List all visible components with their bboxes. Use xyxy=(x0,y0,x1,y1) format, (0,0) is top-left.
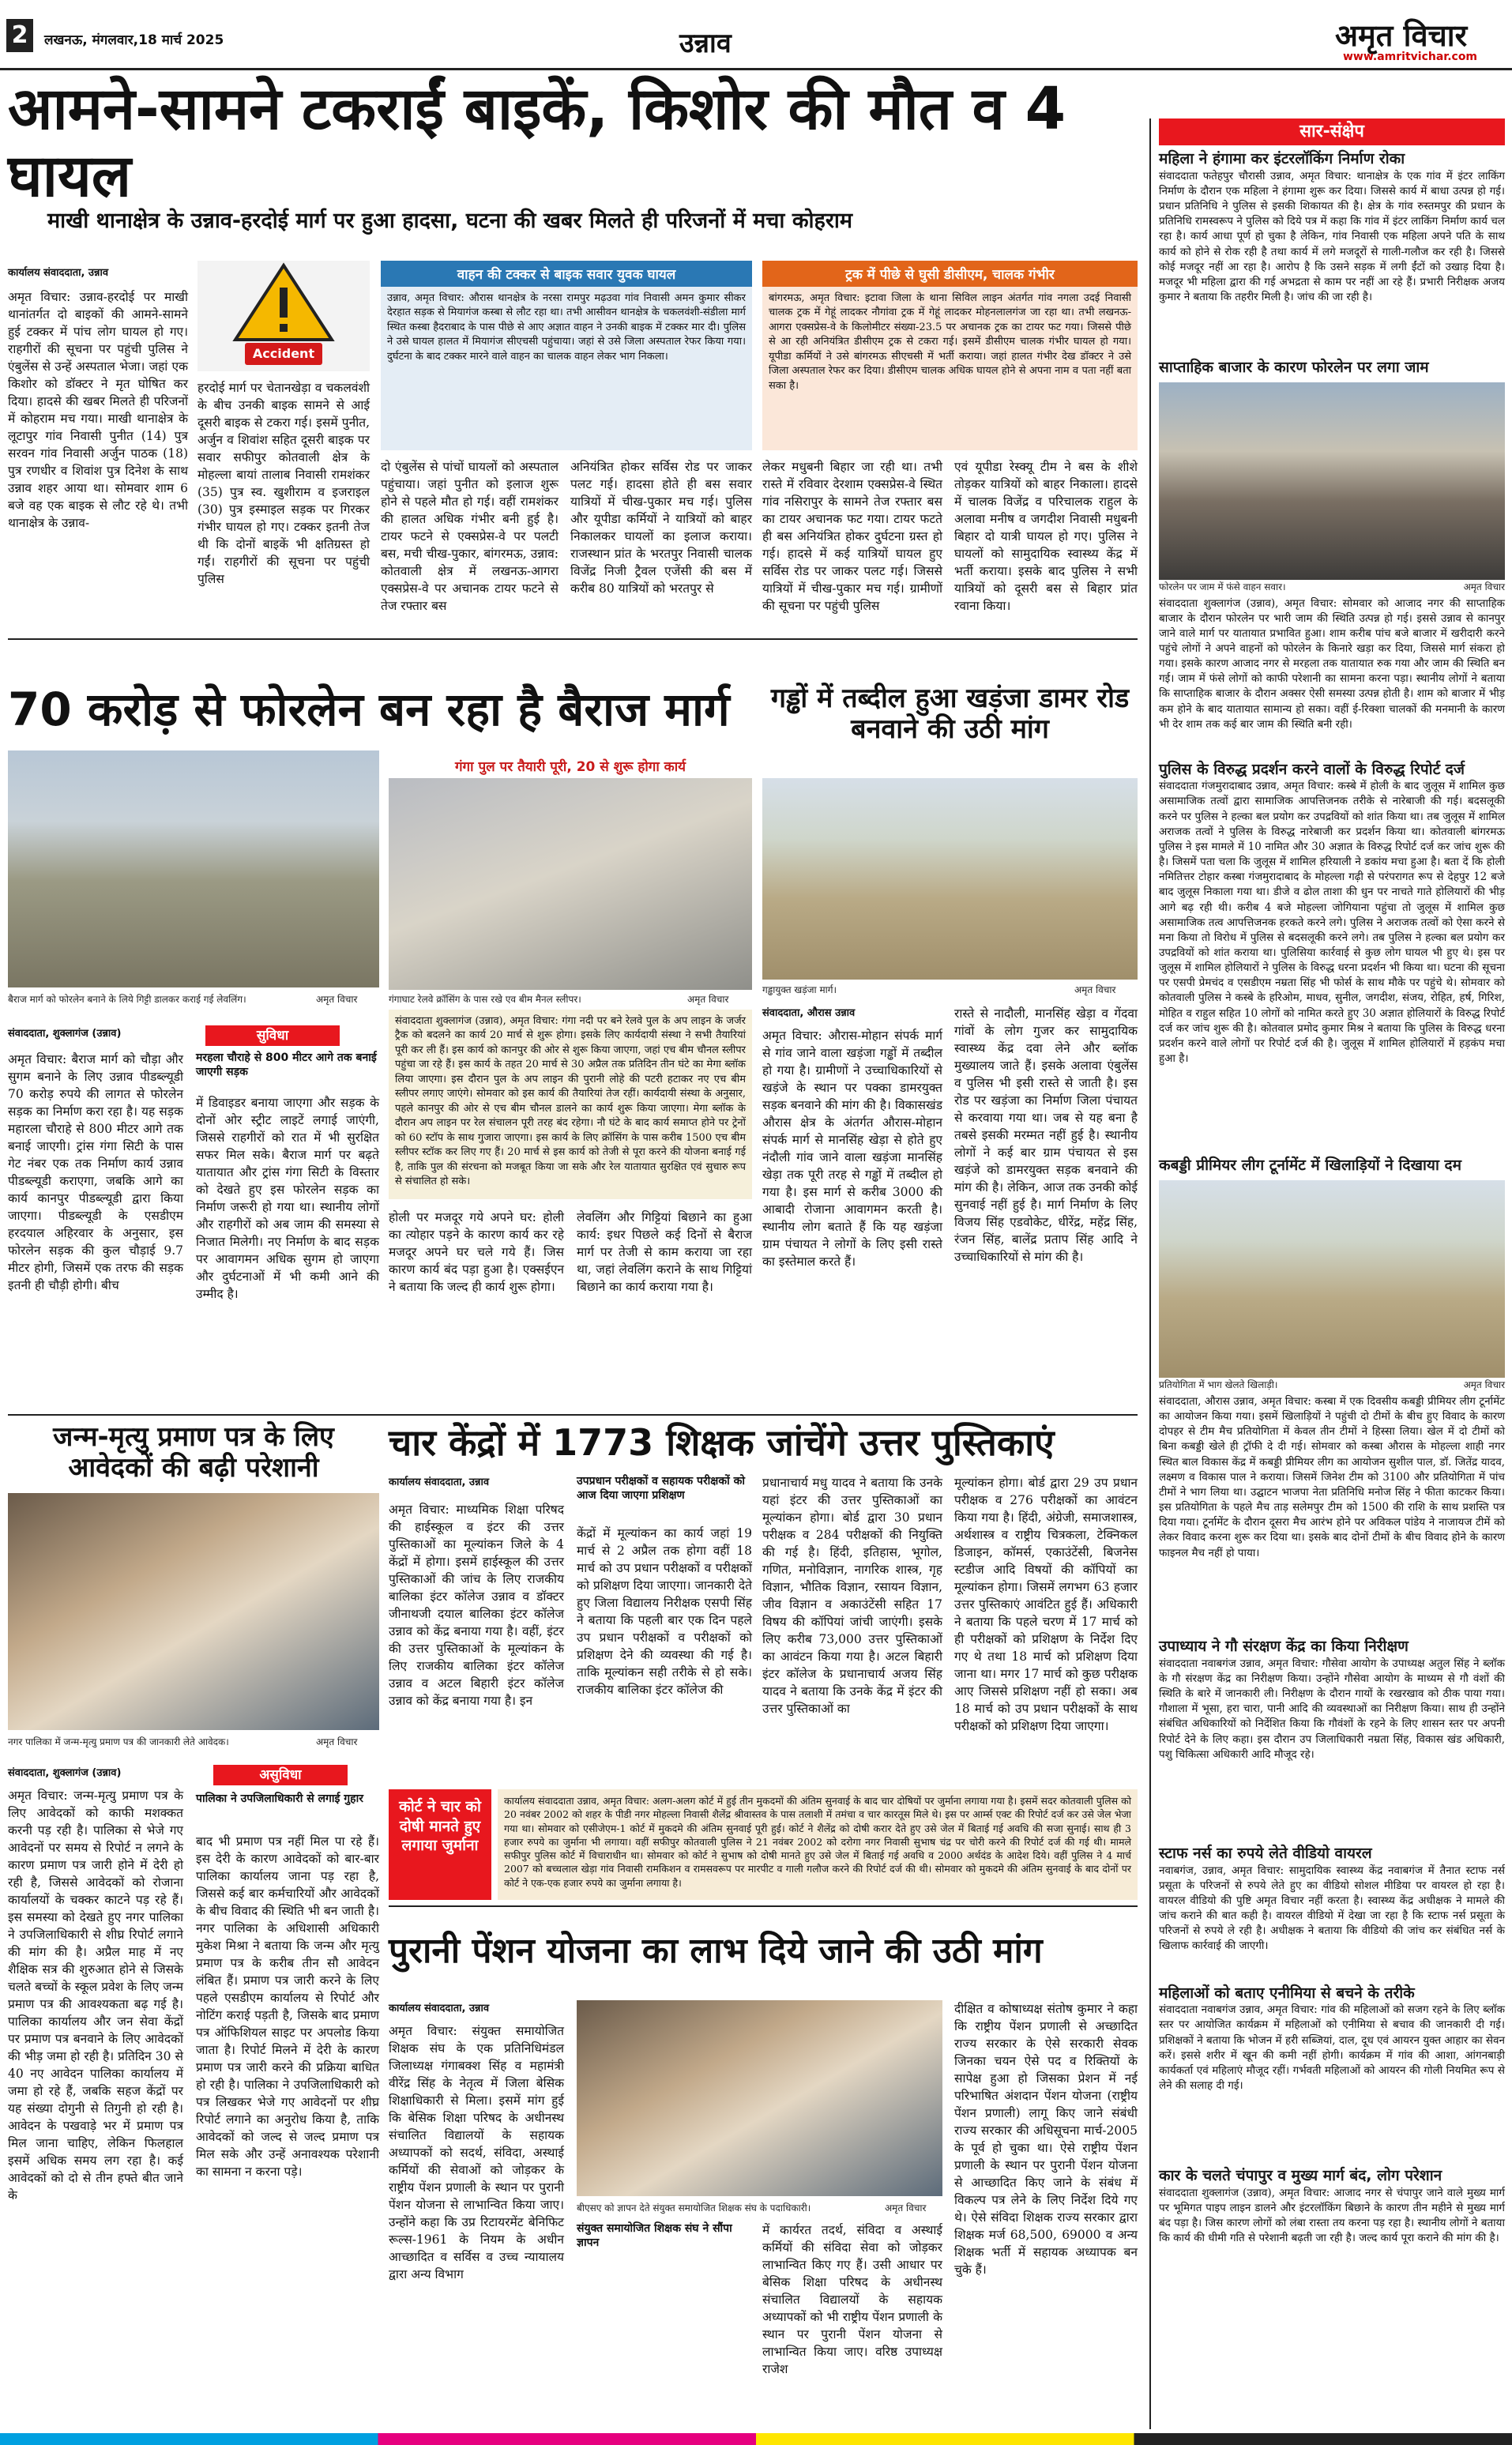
sidebar-caption: प्रतियोगिता में भाग खेलते खिलाड़ी। xyxy=(1159,1379,1278,1390)
sidebar-credit: अमृत विचार xyxy=(1463,581,1505,592)
sidebar-item-text: संवाददाता नवाबगंज उन्नाव, अमृत विचार: गांव की महिलाओं को सजग रहने के लिए ब्लॉक स्तर पर आयोजित कार्यक्रम में महिलाओं को एनीमिया से बचाव की जानकारी दी गई। प्रशिक्षकों ने बताया कि भोजन में हरी सब्जियां, दाल, दूध एवं आयरन युक्त आहार का सेवन करें। इससे शरीर में खून की कमी नहीं होगी। कार्यक्रम में गांव की आशा, आंगनबाड़ी कार्यकर्ता एवं महिलाएं मौजूद रहीं। गर्भवती महिलाओं को आयरन की गोली नियमित रूप से लेने की सलाह दी गई। xyxy=(1159,2003,1505,2093)
site-url: www.amritvichar.com xyxy=(1343,51,1478,63)
lead-deck: माखी थानाक्षेत्र के उन्नाव-हरदोई मार्ग पर हुआ हादसा, घटना की खबर मिलते ही परिजनों में मचा कोहराम xyxy=(47,209,853,233)
accident-graphic xyxy=(197,261,370,371)
court-text: कार्यालय संवाददाता उन्नाव, अमृत विचार: अलग-अलग कोर्ट में हुई तीन मुकदमों की अंतिम सुनवाई के बाद चार दोषियों पर जुर्माना लगाया गया है। इसमें सदर कोतवाली पुलिस को 20 नवंबर 2002 को शहर के पीडी नगर मोहल्ला निवासी शैलेंद्र श्रीवास्तव के पास तलाशी में तमंचा व चार कारतूस मिले थे। इस पर आर्म्स एक्ट की रिपोर्ट दर्ज कर उसे जेल भेजा गया था। सोमवार को एसीजेएम-1 कोर्ट में मुकदमे की अंतिम सुनवाई पूरी हुई। कोर्ट ने शैलेंद्र को दोषी करार देते हुए उसे जेल में बिताई गई अवधि की सजा सुनाई। साथ ही 3 हजार रुपये का जुर्माना भी लगाया। वहीं सफीपुर कोतवाली पुलिस ने 21 नवंबर 2002 को दरोगा नगर निवासी सुभाष चंद्र पर चोरी करने की रिपोर्ट दर्ज की गई थी। मामले सफीपुर पुलिस कोर्ट में विचाराधीन था। सोमवार को कोर्ट ने सुभाष को दोषी मानते हुए उसे जेल में बिताई गई अवधि व 2000 अर्थदंड के आदेश दिये। वहीं पुलिस ने 4 मार्च 2007 को बच्चलाल खेड़ा गांव निवासी रामकिशन व रामसवरूप पर मारपीट व गाली गलौज करने की रिपोर्ट दर्ज की थी। सोमवार को मुकदमे की अंतिम सुनवाई के बाद दोनों पर कोर्ट ने एक-एक हजार रुपये का जुर्माना लगाया है। xyxy=(504,1795,1131,1889)
barrage-byline: संवाददाता, शुक्लागंज (उन्नाव) xyxy=(8,1028,122,1040)
pension-photo xyxy=(577,2000,942,2196)
lead-col-1: अमृत विचार: उन्नाव-हरदोई पर माखी थानांतर्गत दो बाइकों की आमने-सामने हुई टक्कर में पांच लोग घायल हो गए। राहगीरों की सूचना पर पहुंची पुलिस ने एंबुलेंस से उन्हें अस्पताल भेजा। जहां एक किशोर को डॉक्टर ने मृत घोषित कर दिया। हादसे की खबर मिलते ही परिजनों में कोहराम मच गया। माखी थानाक्षेत्र के लूटापुर गांव निवासी पुनीत (14) पुत्र सरवन गांव निवासी अर्जुन पाठक (18) पुत्र रणधीर व शिवांश पुत्र दिनेश के साथ उन्नाव शहर आया था। सोमवार शाम 6 बजे वह एक बाइक से लौट रहे थे। तभी थानाक्षेत्र के उन्नाव- xyxy=(8,290,188,530)
exam-byline: कार्यालय संवाददाता, उन्नाव xyxy=(389,1476,490,1488)
barrage-col-1: अमृत विचार: बैराज मार्ग को चौड़ा और सुगम बनाने के लिए उन्नाव पीडब्ल्यूडी 70 करोड़ रुपये की लागत से फोरलेन सड़क का निर्माण करा रहा है। यह सड़क महारला चौराहे से 800 मीटर आगे तक बनाई जाएगी। ट्रांस गंगा सिटी के पास गेट नंबर एक तक निर्माण कार्य उन्नाव पीडब्ल्यूडी कराएगा, जबकि आगे का कार्य कानपुर पीडब्ल्यूडी द्वारा किया जाएगा। पीडब्ल्यूडी के एसडीएम हरदयाल अहिरवार के अनुसार, इस फोरलेन सड़क की कुल चौड़ाई 9.7 मीटर होगी, जिसमें एक तरफ की सड़क इतनी ही चौड़ी होगी। बीच xyxy=(8,1052,183,1292)
date-line: लखनऊ, मंगलवार,18 मार्च 2025 xyxy=(44,32,224,48)
page-number: 2 xyxy=(6,19,33,52)
sidebar-photo-kabaddi xyxy=(1159,1180,1505,1378)
suvidha-point: मरहला चौराहे से 800 मीटर आगे तक बनाई जाएगी सड़क xyxy=(196,1051,377,1079)
holi-text: होली पर मजदूर गये अपने घर: होली का त्योहार पड़ने के कारण कार्य कर रहे मजदूर अपने घर चले गये हैं। जिस कारण कार्य बंद पड़ा हुआ है। एक्सईएन ने बताया कि जल्द ही कार्य शुरू होगा। xyxy=(389,1210,564,1294)
pension-credit: अमृत विचार xyxy=(885,2202,927,2214)
potholes-headline: गड्ढों में तब्दील हुआ खड़ंजा डामर रोड बनवाने की उठी मांग xyxy=(770,683,1130,746)
barrage-photo-caption: बैराज मार्ग को फोरलेन बनाने के लिये गिट्टी डालकर कराई गई लेवलिंग। xyxy=(8,994,246,1005)
certificate-photo xyxy=(8,1493,379,1730)
accident-label: Accident xyxy=(252,346,315,361)
sidebar-item-head: महिला ने हंगामा कर इंटरलॉकिंग निर्माण रोका xyxy=(1159,150,1405,167)
potholes-caption: गड्ढायुक्त खड़ंजा मार्ग। xyxy=(762,984,837,995)
section-title: उन्नाव xyxy=(679,28,732,59)
pension-col-3: दीक्षित व कोषाध्यक्ष संतोष कुमार ने कहा कि राष्ट्रीय पेंशन प्रणाली से अच्छादित राज्य सरकार के ऐसे सरकारी सेवक जिनका चयन ऐसे पद व रिक्तियों के सापेक्ष हुआ हो जिसका प्रेशन में नई परिभाषित अंशदान पेंशन योजना (राष्ट्रीय पेंशन प्रणाली) लागू किए जाने संबंधी राज्य सरकार की अधिसूचना मार्च-2005 के पूर्व हो चुका था। ऐसे राष्ट्रीय पेंशन प्रणाली के स्थान पर पुरानी पेंशन योजना से आच्छादित किए जाने के संबंध में विकल्प पत्र लेने के लिए निर्देश दिये गए थे। ऐसे संविदा शिक्षक राज्य सरकार द्वारा शिक्षक मर्ज 68,500, 69000 व अन्य शिक्षक भर्ती में सहायक अध्यापक बन चुके हैं। xyxy=(954,2002,1138,2277)
sidebar-item-head: साप्ताहिक बाजार के कारण फोरलेन पर लगा जाम xyxy=(1159,358,1429,376)
sidebar-item xyxy=(1159,1157,1505,1631)
sidebar-item xyxy=(1159,359,1505,754)
potholes-credit: अमृत विचार xyxy=(1074,984,1116,995)
lead-headline: आमने-सामने टकराईं बाइकें, किशोर की मौत व 4 घायल xyxy=(8,75,1066,211)
exam-col-3: प्रधानाचार्य मधु यादव ने बताया कि उनके यहां इंटर की उत्तर पुस्तिकाओं का मूल्यांकन होगा। बोर्ड द्वारा 30 प्रधान परीक्षक व 284 परीक्षकों की नियुक्ति की गई है। हिंदी, इतिहास, भूगोल, गणित, मनोविज्ञान, नागरिक शास्त्र, गृह विज्ञान, भौतिक विज्ञान, रसायन विज्ञान, जीव विज्ञान व अकाउंटेंसी सहित 17 विषय की कॉपियां जांची जाएंगी। इसके लिए करीब 73,000 उत्तर पुस्तिकाओं का आवंटन किया गया है। अटल बिहारी इंटर कॉलेज के प्रधानाचार्य अजय सिंह यादव ने बताया कि उनके केंद्र में इंटर की उत्तर पुस्तिकाओं का xyxy=(762,1476,942,1716)
barrage-credit: अमृत विचार xyxy=(316,994,358,1005)
sidebar-caption: फोरलेन पर जाम में फंसे वाहन सवार। xyxy=(1159,581,1286,592)
box1-title: वाहन की टक्कर से बाइक सवार युवक घायल xyxy=(381,261,752,287)
pension-headline: पुरानी पेंशन योजना का लाभ दिये जाने की उठी मांग xyxy=(389,1931,1043,1971)
barrage-headline: 70 करोड़ से फोरलेन बन रहा है बैराज मार्ग xyxy=(8,683,730,736)
sidebar-item-head: स्टाफ नर्स का रुपये लेते वीडियो वायरल xyxy=(1159,1844,1372,1862)
divider xyxy=(8,638,1138,640)
asuvidha-point: पालिका ने उपजिलाधिकारी से लगाई गुहार xyxy=(196,1792,363,1805)
caption-row xyxy=(1159,1378,1505,1391)
header-rule xyxy=(0,68,1512,70)
masthead xyxy=(0,0,1512,68)
sidebar xyxy=(1149,118,1505,2429)
certificate-byline: संवाददाता, शुक्लागंज (उन्नाव) xyxy=(8,1767,122,1779)
sidebar-item-head: कार के चलते चंपापुर व मुख्य मार्ग बंद, लोग परेशान xyxy=(1159,2167,1442,2185)
divider xyxy=(8,1414,1138,1416)
lead-byline: कार्यालय संवाददाता, उन्नाव xyxy=(8,267,109,279)
barrage-col-2: में डिवाइडर बनाया जाएगा और सड़क के दोनों ओर स्ट्रीट लाइटें लगाई जाएंगी, जिससे राहगीरों को रात में भी सुरक्षित सफर मिल सके। बैराज मार्ग पर बढ़ते यातायात और ट्रांस गंगा सिटी के विस्तार को देखते हुए इस फोरलेन सड़क का निर्माण जरूरी हो गया था। स्थानीय लोगों और राहगीरों को अब जाम की समस्या से निजात मिलेगी। नए निर्माण के बाद सड़क पर आवागमन अधिक सुगम हो जाएगा और दुर्घटनाओं में भी कमी आने की उम्मीद है। xyxy=(196,1096,379,1301)
sidebar-item xyxy=(1159,1984,1505,2161)
sidebar-photo-traffic xyxy=(1159,382,1505,580)
sidebar-title: सार-संक्षेप xyxy=(1159,118,1505,145)
potholes-byline: संवाददाता, औरास उन्नाव xyxy=(762,1007,856,1019)
pension-caption: बीएसए को ज्ञापन देते संयुक्त समायोजित शिक्षक संघ के पदाधिकारी। xyxy=(577,2202,811,2214)
certificate-credit: अमृत विचार xyxy=(316,1736,358,1747)
court-label: कोर्ट ने चार को दोषी मानते हुए लगाया जुर्माना xyxy=(389,1789,491,1900)
sidebar-item-text: नवाबगंज, उन्नाव, अमृत विचार: सामुदायिक स्वास्थ्य केंद्र नवाबगंज में तैनात स्टाफ नर्स प्रसूता के परिजनों से रुपये लेते हुए का वीडियो सोशल मीडिया पर वायरल हो रहा है। वायरल वीडियो की पुष्टि अमृत विचार नहीं करता है। स्वास्थ्य केंद्र अधीक्षक ने मामले की जांच कराने की बात कही है। वायरल वीडियो में देखा जा रहा है कि स्टाफ नर्स प्रसूता के परिजनों से रुपये ले रही है। अधीक्षक ने बताया कि वीडियो की जांच कर संबंधित नर्स के खिलाफ कार्रवाई की जाएगी। xyxy=(1159,1864,1505,1953)
sidebar-item-text: संवाददाता, औरास उन्नाव, अमृत विचार: कस्बा में एक दिवसीय कबड्डी प्रीमियर लीग टूर्नामेंट का आयोजन किया गया। इसमें खिलाड़ियों ने पहुंची दो टीमों के बीच हुए विवाद के कारण दोपहर से टीम मैच प्रतियोगिता में केवल तीन टीमों ने हिस्सा लिया। खेल में दो टीमों को बिना कबड्डी खेले ही ट्रॉफी दे दी गई। सोमवार को कस्बा औरास के मोहल्ला शाही नगर स्थित बाल विकास केंद्र में कबड्डी प्रीमियर लीग का आयोजन सुशील पाल, डॉ. जितेंद्र यादव, लक्ष्मण व विकास पाल ने कराया। जिसमें जिनेश टीम को 3100 और प्रतियोगिता में पांच टीमों ने भाग लिया था। उद्घाटन भाजपा नेता प्रतिनिधि मनोज सिंह ने फीता काटकर किया। इस प्रतियोगिता के पहले मैच ताड़ सलेमपुर टीम को 1500 की राशि के साथ प्रशस्ति पत्र दिया गया। टूर्नामेंट के दौरान दूसरा मैच आरंभ होने पर अविकल पांडेय ने नाजायज टीमें को लेकर विवाद करना शुरू कर दिया था। इसके बाद दोनों टीमों के बीच विवाद होने के कारण फाइनल मैच नहीं हो पाया। xyxy=(1159,1395,1505,1559)
box1 xyxy=(381,261,752,450)
certificate-headline: जन्म-मृत्यु प्रमाण पत्र के लिए आवेदकों की बढ़ी परेशानी xyxy=(53,1421,334,1484)
box2-text: बांगरमऊ, अमृत विचार: इटावा जिला के थाना सिविल लाइन अंतर्गत गांव नगला उदई निवासी चालक ट्रक में गेहूं लादकर नौगांवा ट्रक में गेहूं लादकर मोहनलालगंज जा रहा था। तभी लखनऊ-आगरा एक्सप्रेस-वे के किलोमीटर संख्या-23.5 पर अचानक ट्रक का टायर फट गया। जिससे पीछे से आ रही अनियंत्रित डीसीएम ट्रक से टकरा गई। इसमें डीसीएम चालक गंभीर घायल हो गया। यूपीडा कर्मियों ने उसे बांगरमऊ सीएचसी में भर्ती कराया। जहां हालत गंभीर देख डॉक्टर ने उसे जिला अस्पताल रेफर कर दिया। डीसीएम चालक अधिक घायल होने से अपना नाम व पता नहीं बता सका है। xyxy=(769,292,1131,392)
pension-sidebar-title: संयुक्त समायोजित शिक्षक संघ ने सौंपा ज्ञापन xyxy=(577,2222,732,2250)
pension-col-2: में कार्यरत तदर्थ, संविदा व अस्थाई कर्मियों की संविदा सेवा को जोड़कर लाभान्वित किए गए हैं। उसी आधार पर बेसिक शिक्षा परिषद के अधीनस्थ संचालित विद्यालयों के सहायक अध्यापकों को भी राष्ट्रीय पेंशन प्रणाली के स्थान पर पुरानी पेंशन योजना से लाभान्वित किया जाए। वरिष्ठ उपाध्यक्ष राजेश xyxy=(762,2223,942,2376)
sidebar-item-text: संवाददाता गंजमुरादाबाद उन्नाव, अमृत विचार: कस्बे में होली के बाद जुलूस में शामिल कुछ असामाजिक तत्वों द्वारा सामाजिक आपत्तिजनक तरीके से नारेबाजी की गई। बदसलूकी करने पर पुलिस ने हल्का बल प्रयोग कर उपद्रवियों को शांत किया था। तब जुलूस में शामिल अराजक तत्वों ने पुलिस के विरुद्ध नारेबाजी कर प्रदर्शन किया था। कोतवाली बांगरमऊ पुलिस ने इस मामले में 10 नामित और 30 अज्ञात के विरुद्ध रिपोर्ट दर्ज कर जांच शुरू की है। जिसमें पता चला कि जुलूस में शामिल हरियाली ने डकांय मचा हुआ है। बता दें कि होली नमितित्तर टोहार कस्बा गंजमुरादाबाद के मोहल्ला गढ़ी से परंपरागत रूप से देहपुर 12 बजे बाद जुलूस निकाला गया था। डीजे व ढोल ताशा की धुन पर नाचते गाते होलियारों की भीड़ आगे बढ़ रही थी। करीब 4 बजे मोहल्ला जोगियाना पहुंचा तो जुलूस में शामिल कुछ असामाजिक तत्व आपत्तिजनक हरकते करने लगे। पुलिस ने अराजक तत्वों को ऐसा करने से मना किया तो विरोध में पुलिस से बदसलूकी करने लगे। तब पुलिस ने हल्का बल प्रयोग कर उपद्रवियों को शांत कराया था। पुलिसिया कार्रवाई से कुछ लोग घायल भी हुए थे। इस पर जुलूस में शामिल होलियारों ने पुलिस के विरुद्ध धरना प्रदर्शन भी किया था। घटना की सूचना पर एसपी प्रेमचंद व एसडीएम नम्रता सिंह भी फोर्स के साथ मौके पर पहुंचे थे। सोमवार को कोतवाली पुलिस ने कस्बे के हरिओम, माधव, सुनील, जगदीश, संजय, रोहित, हर्ष, गिरिश, मोहित व राहुल सहित 10 लोगों को नामित करते हुए 30 अज्ञात होलियारों के विरुद्ध रिपोर्ट दर्ज कर जांच शुरू की है। कोतवाल प्रमोद कुमार मिश्र ने बताया कि पुलिस के विरुद्ध धरना प्रदर्शन करने वाले लोगों पर रिपोर्ट दर्ज की है। जुलूस में शामिल होलियारों में हड़कंप मचा हुआ है। xyxy=(1159,780,1505,1066)
sidebar-item xyxy=(1159,150,1505,352)
brand-logo: अमृत विचार xyxy=(1335,18,1468,53)
sidebar-item xyxy=(1159,2167,1505,2265)
sidebar-item-head: उपाध्याय ने गौ संरक्षण केंद्र का किया निरीक्षण xyxy=(1159,1638,1409,1655)
sidebar-item xyxy=(1159,1638,1505,1838)
exam-col-2: केंद्रों में मूल्यांकन का कार्य जहां 19 मार्च से 2 अप्रैल तक होगा वहीं 18 मार्च को उप प्रधान परीक्षकों व परीक्षकों को प्रशिक्षण दिया जाएगा। जानकारी देते हुए जिला विद्यालय निरीक्षक एसपी सिंह ने बताया कि पहली बार एक दिन पहले उप प्रधान परीक्षकों व परीक्षकों को प्रशिक्षण देने की व्यवस्था की गई है। ताकि मूल्यांकन सही तरीके से हो सके। राजकीय बालिका इंटर कॉलेज की xyxy=(577,1526,752,1697)
divider xyxy=(389,1905,1138,1907)
sidebar-item xyxy=(1159,761,1505,1151)
barrage-photo xyxy=(8,750,379,987)
sidebar-item-head: पुलिस के विरुद्ध प्रदर्शन करने वालों के विरुद्ध रिपोर्ट दर्ज xyxy=(1159,760,1465,778)
suvidha-label: सुविधा xyxy=(205,1025,340,1046)
levelling-text: लेवलिंग और गिट्टियां बिछाने का हुआ कार्य: इधर पिछले कई दिनों से बैराज मार्ग पर तेजी से काम कराया जा रहा था, जहां लेवलिंग कराने के साथ गिट्टियां बिछाने का कार्य कराया गया है। xyxy=(577,1210,752,1294)
sidebar-item-text: संवाददाता शुक्लागंज (उन्नाव), अमृत विचार: सोमवार को आजाद नगर की साप्ताहिक बाजार के दौरान फोरलेन पर भारी जाम की स्थिति उत्पन्न हो गई। इससे उन्नाव से कानपुर जाने वाले मार्ग पर यातायात प्रभावित हुआ। शाम करीब पांच बजे बाजार में खरीदारी करने पहुंचे लोगों ने अपने वाहनों को फोरलेन के किनारे खड़ा कर दिया, जिससे मार्ग संकरा हो गया। इसके कारण आजाद नगर से मरहला तक यातायात रुक गया और जाम की स्थिति बन गई। जाम में फंसे लोगों को काफी परेशानी का सामना करना पड़ा। स्थानीय लोगों ने बताया कि साप्ताहिक बाजार के दौरान अक्सर ऐसी समस्या उत्पन्न होती है। शाम को बाजार में भीड़ कम होने के बाद यातायात सामान्य हो सका। वहीं ई-रिक्शा चालकों की मनमानी के कारण भी देर शाम तक कई बार जाम की स्थिति बनी रही। xyxy=(1159,596,1505,731)
lead-col-6: एवं यूपीडा रेस्क्यू टीम ने बस के शीशे तोड़कर यात्रियों को बाहर निकाला। हादसे में चालक विजेंद्र व परिचालक राहुल के अलावा मनीष व जगदीश निवासी मधुबनी बिहार दो यात्री घायल हो गए। पुलिस ने घायलों को सामुदायिक स्वास्थ्य केंद्र में भर्ती कराया। इसके बाद पुलिस ने सभी यात्रियों को दूसरी बस से बिहार प्रांत रवाना किया। xyxy=(954,460,1138,613)
footer-color-bar xyxy=(0,2433,1512,2445)
box1-text: उन्नाव, अमृत विचार: औरास थानक्षेत्र के नरसा रामपुर मढ़उवा गांव निवासी अमन कुमार सीकर देरहात सड़क से मियागंज कस्बा से लौट रहा था। तभी आसीवन थानक्षेत्र के चकलवंशी-संडीला मार्ग स्थित कस्बा हैदराबाद के पास पीछे से आए अज्ञात वाहन ने उनकी बाइक में टक्कर मार दी। पुलिस ने उसे घायल हालत में मियागंज सीएचसी पहुंचाया। जहां से उसे जिला अस्पताल रेफर किया गया। दुर्घटना के बाद टक्कर मारने वाले वाहन का चालक वाहन लेकर भाग निकला। xyxy=(387,292,746,363)
lead-col-3: दो एंबुलेंस से पांचों घायलों को अस्पताल पहुंचाया। जहां पुनीत को इलाज शुरू होने से पहले मौत हो गई। वहीं रामशंकर की हालत अधिक गंभीर बनी हुई है। टायर फटने से एक्सप्रेस-वे पर पलटी बस, मची चीख-पुकार, बांगरमऊ, उन्नाव: कोतवाली क्षेत्र में लखनऊ-आगरा एक्सप्रेस-वे पर अचानक टायर फटने से तेज रफ्तार बस xyxy=(381,460,559,613)
lead-col-2: हरदोई मार्ग पर चेतानखेड़ा व चकलवंशी के बीच उनकी बाइक सामने से आई दूसरी बाइक से टकरा गई। इसमें पुनीत, अर्जुन व शिवांश सहित दूसरी बाइक पर सवार सफीपुर कोतवाली क्षेत्र के मोहल्ला बायां तालाब निवासी रामशंकर (35) पुत्र स्व. खुशीराम व इजराइल (30) पुत्र इस्माइल सड़क पर गिरकर गंभीर घायल हो गए। टक्कर इतनी तेज थी कि दोनों बाइकें भी क्षतिग्रस्त हो गईं। राहगीरों की सूचना पर पहुंची पुलिस xyxy=(197,381,370,586)
potholes-col-2: रास्ते से नादौली, मानसिंह खेड़ा व गेंदवा गांवों के लोग गुजर कर सामुदायिक स्वास्थ्य केंद्र दवा लेने और ब्लॉक मुख्यालय जाते हैं। इसके अलावा एंबुलेंस व पुलिस भी इसी रास्ते से जाती है। इस रोड पर खड़ंजा का निर्माण जिला पंचायत से करवाया गया था। जब से यह बना है तबसे इसकी मरम्मत नहीं हुई है। स्थानीय लोगों ने कई बार ग्राम पंचायत से इस खड़ंजे को डामरयुक्त सड़क बनवाने की मांग की है। लेकिन, आज तक उनकी कोई सुनवाई नहीं हुई है। मार्ग निर्माण के लिए विजय सिंह एडवोकेट, धीरेंद्र, महेंद्र सिंह, रंजन सिंह, बालेंद्र प्रताप सिंह आदि ने उच्चाधिकारियों से मांग की है। xyxy=(954,1006,1138,1264)
box2 xyxy=(762,261,1138,450)
asuvidha-label: असुविधा xyxy=(213,1765,348,1785)
bridge-caption: गंगाघाट रेलवे क्रॉसिंग के पास रखे एव बीम मैनल स्लीपर। xyxy=(389,994,581,1005)
certificate-col-2: बाद भी प्रमाण पत्र नहीं मिल पा रहे हैं। इस देरी के कारण आवेदकों को बार-बार पालिका कार्यालय जाना पड़ रहा है, जिससे कई बार कर्मचारियों और आवेदकों के बीच विवाद की स्थिति भी बन जाती है। नगर पालिका के अधिशासी अधिकारी मुकेश मिश्रा ने बताया कि जन्म और मृत्यु प्रमाण पत्र के करीब तीन सौ आवेदन लंबित हैं। प्रमाण पत्र जारी करने के लिए पहले एसडीएम कार्यालय से रिपोर्ट और नोटिंग कराई पड़ती है, जिसके बाद प्रमाण पत्र ऑफिशियल साइट पर अपलोड किया जाता है। रिपोर्ट मिलने में देरी के कारण प्रमाण पत्र जारी करने की प्रक्रिया बाधित हो रही है। पालिका ने उपजिलाधिकारी को पत्र लिखकर भेजे गए आवेदनों पर शीघ्र रिपोर्ट लगाने का अनुरोध किया है, ताकि आवेदकों को जल्द से जल्द प्रमाण पत्र मिल सके और उन्हें अनावश्यक परेशानी का सामना न करना पड़े। xyxy=(196,1834,379,2179)
potholes-photo xyxy=(762,778,1138,980)
sidebar-item-head: कबड्डी प्रीमियर लीग टूर्नामेंट में खिलाड़ियों ने दिखाया दम xyxy=(1159,1157,1461,1175)
court-box xyxy=(498,1789,1138,1900)
certificate-col-1: अमृत विचार: जन्म-मृत्यु प्रमाण पत्र के लिए आवेदकों को काफी मशक्कत करनी पड़ रही है। पालिका से भेजे गए आवेदनों पर समय से रिपोर्ट न लगने के कारण प्रमाण पत्र जारी होने में देरी हो रही है, जिससे आवेदकों को रोजाना कार्यालयों के चक्कर काटने पड़ रहे हैं। इस समस्या को देखते हुए नगर पालिका ने उपजिलाधिकारी से शीघ्र रिपोर्ट लगाने की मांग की है। अप्रैल माह में नए शैक्षिक सत्र की शुरुआत होने से जिसके चलते बच्चों के स्कूल प्रवेश के लिए जन्म प्रमाण पत्र की आवश्यकता बढ़ गई है। पालिका कार्यालय और जन सेवा केंद्रों पर प्रमाण पत्र बनवाने के लिए आवेदकों की भीड़ जमा हो रही है। प्रतिदिन 30 से 40 नए आवेदन पालिका कार्यालय में जमा हो रहे हैं, जबकि सहज केंद्रों पर यह संख्या दोगुनी से तिगुनी हो रही है। आवेदन के पखवाड़े भर में प्रमाण पत्र मिल जाना चाहिए, लेकिन फिलहाल इसमें अधिक समय लग रहा है। कई आवेदकों को दो से तीन हफ्ते बीत जाने के xyxy=(8,1789,183,2202)
lead-col-5: लेकर मधुबनी बिहार जा रही था। तभी रास्ते में रविवार देरशाम एक्सप्रेस-वे स्थित गांव नसिरापुर के सामने तेज रफ्तार बस का टायर अचानक फट गया। टायर फटते ही बस अनियंत्रित होकर दुर्घटना ग्रस्त हो गई। हादसे में कई यात्रियों घायल हुए सर्विस रोड पर जाकर पलट गई। जिससे यात्रियों में चीख-पुकार मच गई। ग्रामीणों की सूचना पर पहुंची पुलिस xyxy=(762,460,942,613)
pension-byline: कार्यालय संवाददाता, उन्नाव xyxy=(389,2003,490,2014)
bridge-box xyxy=(389,1010,752,1199)
sidebar-item-text: संवाददाता फतेहपुर चौरासी उन्नाव, अमृत विचार: थानाक्षेत्र के एक गांव में इंटर लाकिंग निर्माण के दौरान एक महिला ने हंगामा शुरू कर दिया। जिससे कार्य में बाधा उत्पन्न हो गई। प्रधान प्रतिनिधि ने पुलिस से इसकी शिकायत की है। क्षेत्र के गांव रुस्तमपुर की प्रधान के प्रतिनिधि रामस्वरूप ने पुलिस को दिये पत्र में कहा कि गांव में इंटर लाकिंग निर्माण कार्य चल रहा है। कार्य आधा पूर्ण हो चुका है लेकिन, गांव निवासी एक महिला अपने पति के साथ कार्य को होने से रोक रही है तथा कार्य में लगे मजदूरों से गाली-गलौज कर रही है। जिससे कोई मजदूर नहीं आ रहा है। आरोप है कि उसने सड़क में लगी ईंटों को उखाड़ दिया है। मजदूर भी महिला द्वारा की गई अभद्रता से काम पर नहीं आ रहे हैं। प्रभारी निरीक्षक अजय कुमार ने बताया कि तहरीर मिली है। जांच की जा रही है। xyxy=(1159,169,1505,303)
bridge-title: गंगा पुल पर तैयारी पूरी, 20 से शुरू होगा कार्य xyxy=(454,759,686,775)
bridge-photo xyxy=(389,778,752,990)
exam-headline: चार केंद्रों में 1773 शिक्षक जांचेंगे उत्तर पुस्तिकाएं xyxy=(389,1421,1055,1464)
sidebar-credit: अमृत विचार xyxy=(1463,1379,1505,1390)
sidebar-item-text: संवाददाता शुक्लागंज (उन्नाव), अमृत विचार: आजाद नगर से चंपापुर जाने वाले मुख्य मार्ग पर भूमिगत पाइप लाइन डालने और इंटरलॉकिंग बिछाने के कारण तीन महीने से मुख्य मार्ग बंद पड़ा है। जिस कारण लोगों को लंबा रास्ता तय करना पड़ रहा है। स्थानीय लोगों ने बताया कि कार्य की धीमी गति से परेशानी बढ़ती जा रही है। जल्द कार्य पूरा कराने की मांग की है। xyxy=(1159,2187,1505,2245)
sidebar-item-head: महिलाओं को बताए एनीमिया से बचने के तरीके xyxy=(1159,1984,1415,2002)
sidebar-item xyxy=(1159,1845,1505,1978)
pension-col-1: अमृत विचार: संयुक्त समायोजित शिक्षक संघ के एक प्रतिनिधिमंडल जिलाध्यक्ष गंगाबक्श सिंह व महामंत्री वीरेंद्र सिंह के नेतृत्व में जिला बेसिक शिक्षाधिकारी से मिला। इसमें मांग हुई कि बेसिक शिक्षा परिषद के अधीनस्थ संचालित विद्यालयों के सहायक अध्यापकों को सदर्थ, संविदा, अस्थाई कर्मियों की सेवाओं को जोड़कर के राष्ट्रीय पेंशन प्रणाली के स्थान पर पुरानी पेंशन योजना से लाभान्वित किया जाए। उन्होंने कहा कि उप्र रिटायरमेंट बेनिफिट रूल्स-1961 के नियम के अधीन आच्छादित व सर्विस व उच्च न्यायालय द्वारा अन्य विभाग xyxy=(389,2024,564,2281)
certificate-caption: नगर पालिका में जन्म-मृत्यु प्रमाण पत्र की जानकारी लेते आवेदक। xyxy=(8,1736,229,1747)
bridge-credit: अमृत विचार xyxy=(687,994,729,1005)
potholes-col-1: अमृत विचार: औरास-मोहान संपर्क मार्ग से गांव जाने वाला खड़ंजा गड्ढों में तब्दील हो गया है। ग्रामीणों ने उच्चाधिकारियों से खड़ंजे के स्थान पर पक्का डामरयुक्त सड़क बनवाने की मांग की है। विकासखंड औरास क्षेत्र के अंतर्गत औरास-मोहान संपर्क मार्ग से मानसिंह खेड़ा से होते हुए नंदौली गांव जाने वाला खड़ंजा मानसिंह खेड़ा तक पूरी तरह से गड्ढों में तब्दील हो गया है। इस मार्ग से करीब 3000 की आबादी रोजाना आवागमन करती है। स्थानीय लोग बताते हैं कि यह खड़ंजा ग्राम पंचायत ने लोगों के लिए इसी रास्ते का इस्तेमाल करते हैं। xyxy=(762,1029,942,1269)
sidebar-item-text: संवाददाता नवाबगंज उन्नाव, अमृत विचार: गौसेवा आयोग के उपाध्यक्ष अतुल सिंह ने ब्लॉक के गौ संरक्षण केंद्र का निरीक्षण किया। उन्होंने गौसेवा आयोग के माध्यम से गौ वंशों की स्थिति के बारे में जानकारी ली। निरीक्षण के दौरान गायों के रखरखाव को ठीक पाया गया। गौशाला में भूसा, हरा चारा, पानी आदि की व्यवस्थाओं का निरीक्षण किया। साथ ही उन्होंने संबंधित अधिकारियों को निर्देशित किया कि गौवंशों के रहने के लिए शासन स्तर पर अपनी रिपोर्ट देने के लिए कहा। इस दौरान उप जिलाधिकारी नम्रता सिंह, विकास खंड अधिकारी, पशु चिकित्सा अधिकारी आदि मौजूद रहे। xyxy=(1159,1657,1505,1761)
exam-col-1: अमृत विचार: माध्यमिक शिक्षा परिषद की हाईस्कूल व इंटर की उत्तर पुस्तिकाओं का मूल्यांकन जिले के 4 केंद्रों में होगा। इसमें हाईस्कूल की उत्तर पुस्तिकाओं की जांच के लिए राजकीय बालिका इंटर कॉलेज उन्नाव व डॉक्टर जीनाथजी दयाल बालिका इंटर कॉलेज उन्नाव को केंद्र बनाया गया है। वहीं, इंटर की उत्तर पुस्तिकाओं के मूल्यांकन के लिए राजकीय बालिका इंटर कॉलेज उन्नाव व अटल बिहारी इंटर कॉलेज उन्नाव को केंद्र बनाया गया है। इन xyxy=(389,1503,564,1708)
lead-col-4: अनियंत्रित होकर सर्विस रोड पर जाकर पलट गई। हादसा होते ही बस सवार यात्रियों में चीख-पुकार मच गई। पुलिस और यूपीडा कर्मियों ने यात्रियों को बाहर निकालकर घायलों का इलाज कराया। राजस्थान प्रांत के भरतपुर निवासी चालक विजेंद्र निजी ट्रैवल एजेंसी की बस में करीब 80 यात्रियों को भरतपुर से xyxy=(570,460,752,596)
bridge-text: संवाददाता शुक्लागंज (उन्नाव), अमृत विचार: गंगा नदी पर बने रेलवे पुल के अप लाइन के जर्जर ट्रैक को बदलने का कार्य 20 मार्च से शुरू होगा। इसके लिए कार्यदायी संस्था ने सभी तैयारियां पूरी कर ली हैं। इस कार्य को कानपुर की ओर से शुरू किया जाएगा, जहां एच बीम चौनल स्लीपर पहुंचा जा रहे हैं। इस कार्य के तहत 20 मार्च से 30 अप्रैल तक प्रतिदिन तीन घंटे का मेगा ब्लॉक लिया जाएगा। इस दौरान पुल के अप लाइन की पुरानी लोहे की पटरी हटाकर नए एच बीम स्लीपर लगाए जाएंगे। सोमवार को इस कार्य की तैयारियां तेज रहीं। कार्यदायी संस्था के अनुसार, पहले कानपुर की ओर से एच बीम चौनल डालने का कार्य शुरू किया जाएगा। मेगा ब्लॉक के दौरान अप लाइन पर रेल संचालन पूरी तरह बंद रहेगा। नौ घंटे के बाद कार्य समाप्त होने पर ट्रेनों को 60 स्टॉप के साथ गुजारा जाएगा। इस कार्य के लिए क्रॉसिंग के पास करीब 1500 एच बीम स्लीपर स्टॉक कर लिए गए हैं। 20 मार्च से इस कार्य को तेजी से पूरा करने की योजना बनाई गई है, ताकि पुल की संरचना को मजबूत किया जा सके और रेल यातायात सुरक्षित एवं सुचारु रूप से संचालित हो सके। xyxy=(395,1015,746,1187)
caption-row xyxy=(1159,580,1505,593)
exam-sidebar-title: उपप्रधान परीक्षकों व सहायक परीक्षकों को आज दिया जाएगा प्रशिक्षण xyxy=(577,1475,745,1503)
exam-col-4: मूल्यांकन होगा। बोर्ड द्वारा 29 उप प्रधान परीक्षक व 276 परीक्षकों का आवंटन किया गया है। हिंदी, अंग्रेजी, समाजशास्त्र, अर्थशास्त्र व राष्ट्रीय चित्रकला, टेक्निकल डिजाइन, कॉमर्स, एकाउंटेंसी, बिजनेस स्टडीज आदि विषयों की कॉपियों का मूल्यांकन होगा। जिसमें लगभग 63 हजार उत्तर पुस्तिकाएं आवंटित हुई हैं। अधिकारी ने बताया कि पहले चरण में 17 मार्च को ही परीक्षकों को प्रशिक्षण के निर्देश दिए गए थे तथा 18 मार्च को प्रशिक्षण दिया जाना था। मगर 17 मार्च को कुछ परीक्षक आए जिससे प्रशिक्षण नहीं हो सका। अब 18 मार्च को उप प्रधान परीक्षकों के साथ परीक्षकों को प्रशिक्षण दिया जाएगा। xyxy=(954,1476,1138,1733)
box2-title: ट्रक में पीछे से घुसी डीसीएम, चालक गंभीर xyxy=(762,261,1138,287)
